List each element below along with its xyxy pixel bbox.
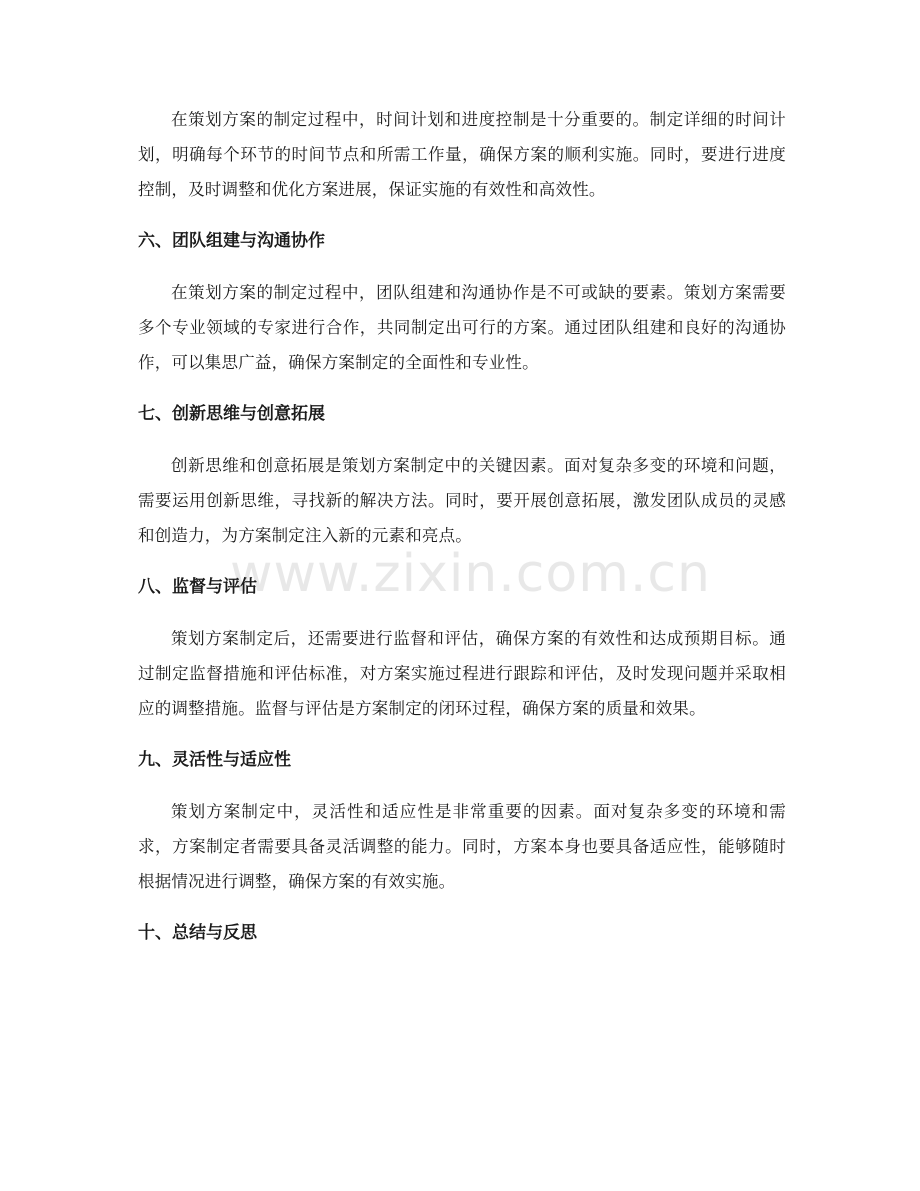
- section-paragraph-9: 策划方案制定中，灵活性和适应性是非常重要的因素。面对复杂多变的环境和需求，方案制定者需要具备灵活调整的能力。同时，方案本身也要具备适应性，能够随时根据情况进行调整，确保方案的有效实施。: [138, 802, 786, 891]
- section-heading-6: 六、团队组建与沟通协作: [138, 231, 325, 251]
- intro-paragraph: 在策划方案的制定过程中，时间计划和进度控制是十分重要的。制定详细的时间计划，明确每个环节的时间节点和所需工作量，确保方案的顺利实施。同时，要进行进度控制，及时调整和优化方案进展，保证实施的有效性和高效性。: [138, 110, 786, 199]
- section-paragraph-8: 策划方案制定后，还需要进行监督和评估，确保方案的有效性和达成预期目标。通过制定监督措施和评估标准，对方案实施过程进行跟踪和评估，及时发现问题并采取相应的调整措施。监督与评估是方案制定的闭环过程，确保方案的质量和效果。: [138, 629, 786, 718]
- document-body: [138, 102, 786, 951]
- section-heading-7: 七、创新思维与创意拓展: [138, 404, 325, 424]
- section-paragraph-7: 创新思维和创意拓展是策划方案制定中的关键因素。面对复杂多变的环境和问题，需要运用创新思维，寻找新的解决方法。同时，要开展创意拓展，激发团队成员的灵感和创造力，为方案制定注入新的元素和亮点。: [138, 456, 786, 545]
- section-paragraph-6: 在策划方案的制定过程中，团队组建和沟通协作是不可或缺的要素。策划方案需要多个专业领域的专家进行合作，共同制定出可行的方案。通过团队组建和良好的沟通协作，可以集思广益，确保方案制定的全面性和专业性。: [138, 283, 786, 372]
- watermark: www.zixin.com.cn: [230, 544, 711, 604]
- section-heading-10: 十、总结与反思: [138, 923, 257, 943]
- section-heading-8: 八、监督与评估: [138, 577, 257, 597]
- section-heading-9: 九、灵活性与适应性: [138, 750, 291, 770]
